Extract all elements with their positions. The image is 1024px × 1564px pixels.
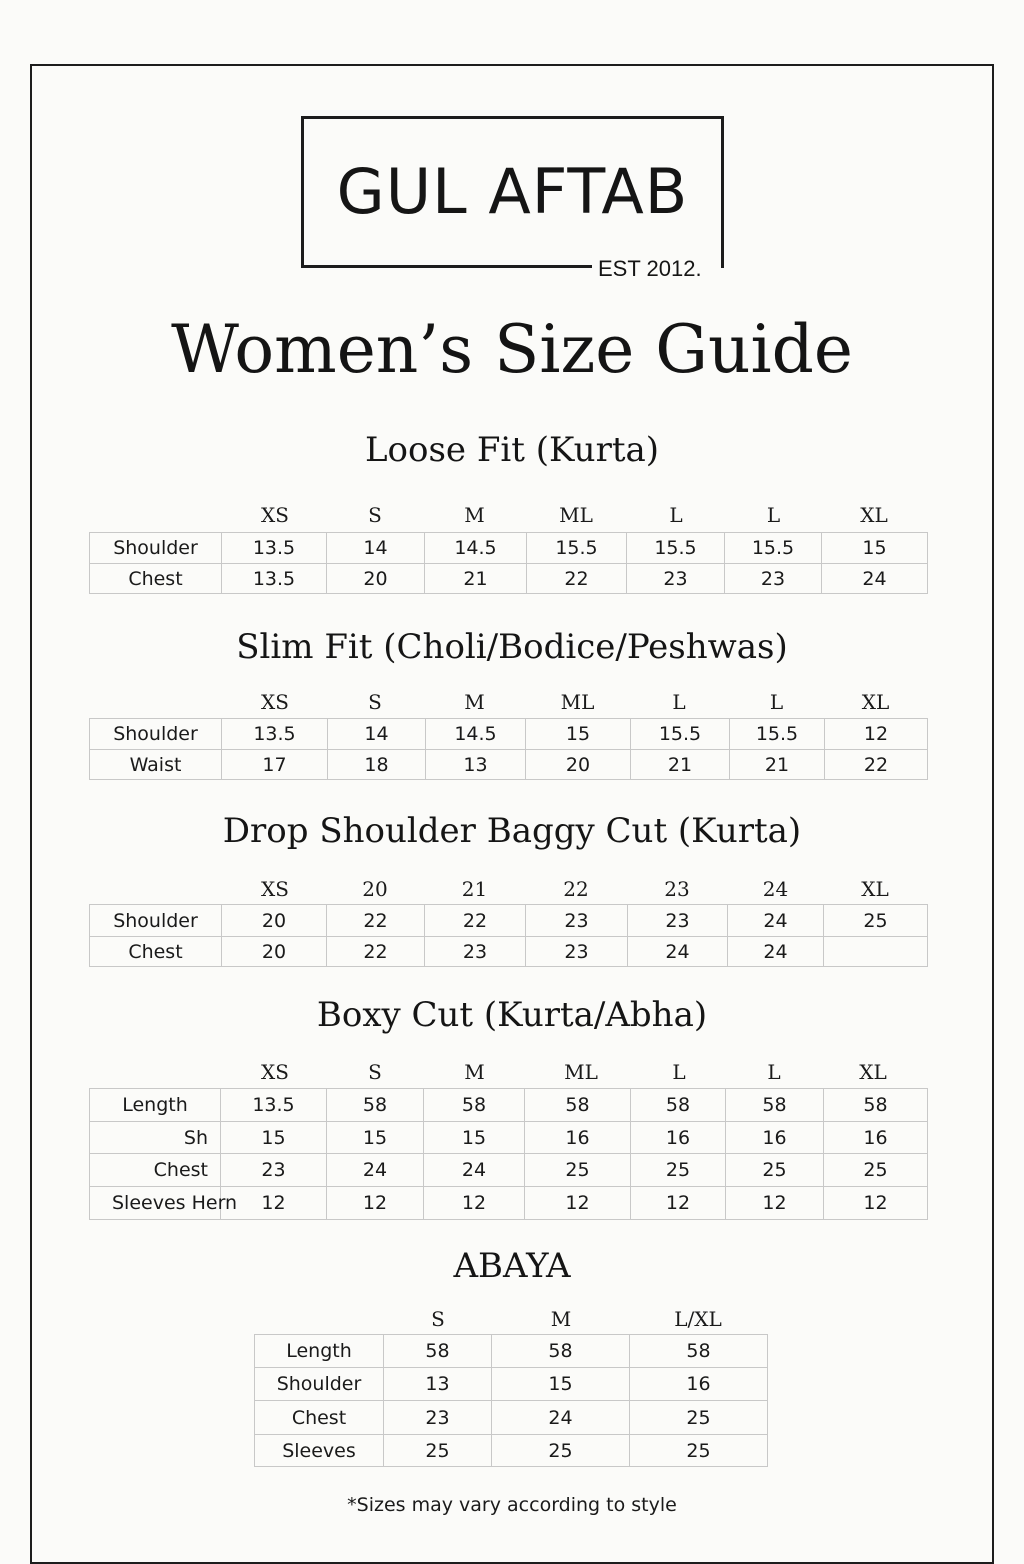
size-label: XS [261,503,289,527]
size-label: M [464,503,485,527]
size-label: 21 [461,877,488,901]
table-cell: 15.5 [631,719,730,750]
table-row [90,564,928,594]
table-cell: 20 [327,564,425,594]
size-label: ML [564,1060,598,1084]
table-cell: 15 [327,1122,424,1154]
table-cell: 20 [222,905,327,937]
table-cell: 12 [424,1187,525,1220]
table-row [255,1368,768,1401]
table-cell: 15 [221,1122,327,1154]
table-cell: 14.5 [425,533,527,564]
table-cell: 58 [384,1335,492,1368]
brand-name: GUL AFTAB [336,155,689,228]
table-boxy-cut [89,1088,928,1220]
table-cell: 25 [631,1154,726,1187]
table-cell: 15 [424,1122,525,1154]
table-cell: 15 [492,1368,630,1401]
row-label: Sleeves [255,1435,384,1467]
row-label: Waist [90,750,222,780]
size-label: 22 [563,877,589,901]
table-cell: 24 [628,937,728,967]
section-title-slim-fit: Slim Fit (Choli/Bodice/Peshwas) [236,627,788,667]
table-cell: 22 [425,905,526,937]
table-cell: 12 [221,1187,327,1220]
table-cell: 12 [327,1187,424,1220]
row-label: Chest [90,564,222,594]
table-cell: 22 [327,937,425,967]
size-label: XS [261,877,289,901]
table-cell: 22 [825,750,928,780]
table-cell: 24 [822,564,928,594]
table-row [90,1154,928,1187]
table-cell: 23 [384,1401,492,1435]
table-cell: 16 [824,1122,928,1154]
size-header-boxy-cut [224,1059,919,1085]
size-header-slim-fit [224,689,926,715]
row-label: Sh [90,1122,221,1154]
table-cell: 23 [221,1154,327,1187]
table-cell: 24 [424,1154,525,1187]
table-row [90,1187,928,1220]
table-cell: 21 [730,750,825,780]
row-label: Sleeves Hern [90,1187,221,1220]
table-cell: 21 [631,750,730,780]
table-cell: 58 [726,1089,824,1122]
size-header-abaya [384,1306,766,1332]
table-cell: 20 [222,937,327,967]
table-row [90,1089,928,1122]
size-label: 20 [362,877,388,901]
size-header-drop-shoulder [224,876,926,902]
size-label: XL [860,503,888,527]
table-cell: 18 [328,750,426,780]
table-cell: 15 [822,533,928,564]
size-label: S [368,503,382,527]
table-cell: 58 [630,1335,768,1368]
table-cell: 23 [725,564,822,594]
table-cell: 25 [824,1154,928,1187]
size-label: S [368,690,382,714]
table-cell: 22 [327,905,425,937]
table-cell: 25 [384,1435,492,1467]
section-title-boxy-cut: Boxy Cut (Kurta/Abha) [316,995,708,1035]
table-cell: 58 [492,1335,630,1368]
table-slim-fit [89,718,928,780]
table-cell: 23 [526,937,628,967]
table-cell: 58 [327,1089,424,1122]
size-label: L [672,1060,686,1084]
section-title-abaya: ABAYA [453,1246,571,1286]
size-header-loose-fit [224,502,926,528]
table-cell: 14 [328,719,426,750]
table-cell: 16 [726,1122,824,1154]
table-cell: 15.5 [527,533,627,564]
table-cell: 12 [726,1187,824,1220]
table-cell: 25 [726,1154,824,1187]
table-cell: 13.5 [222,719,328,750]
row-label: Shoulder [90,533,222,564]
size-label: ML [559,503,593,527]
table-cell: 17 [222,750,328,780]
table-cell: 23 [628,905,728,937]
page-title: Women’s Size Guide [171,311,853,388]
size-label: L [769,690,784,714]
size-label: S [431,1307,445,1331]
table-cell: 24 [492,1401,630,1435]
size-label: XL [861,877,889,901]
table-loose-fit [89,532,928,594]
table-cell: 24 [327,1154,424,1187]
table-cell: 23 [627,564,725,594]
table-cell: 14.5 [426,719,526,750]
size-label: L/XL [674,1307,722,1331]
size-label: XL [861,690,890,714]
table-cell: 16 [631,1122,726,1154]
table-cell: 58 [631,1089,726,1122]
size-label: M [464,1060,485,1084]
table-cell: 12 [824,1187,928,1220]
table-row [90,1122,928,1154]
table-cell: 25 [492,1435,630,1467]
table-cell [824,937,928,967]
row-label: Length [255,1335,384,1368]
table-cell: 16 [525,1122,631,1154]
table-cell: 25 [630,1435,768,1467]
table-cell: 13.5 [221,1089,327,1122]
size-label: L [766,503,781,527]
table-row [90,533,928,564]
size-label: M [550,1307,572,1331]
brand-established: EST 2012. [598,256,702,281]
table-cell: 58 [525,1089,631,1122]
section-title-loose-fit: Loose Fit (Kurta) [364,430,660,470]
table-cell: 22 [527,564,627,594]
table-cell: 13 [384,1368,492,1401]
table-cell: 15.5 [725,533,822,564]
table-cell: 58 [424,1089,525,1122]
table-cell: 13.5 [222,533,327,564]
table-row [90,905,928,937]
table-cell: 25 [525,1154,631,1187]
row-label: Shoulder [90,905,222,937]
size-label: XL [859,1060,887,1084]
table-cell: 16 [630,1368,768,1401]
table-row [90,719,928,750]
size-label: ML [560,690,595,714]
size-label: M [464,690,485,714]
table-cell: 24 [728,905,824,937]
table-cell: 15 [526,719,631,750]
table-drop-shoulder [89,904,928,967]
size-label: 24 [762,877,789,901]
table-cell: 23 [526,905,628,937]
size-label: L [672,690,686,714]
table-cell: 12 [525,1187,631,1220]
table-cell: 13 [426,750,526,780]
size-label: 23 [664,877,690,901]
size-label: XS [261,1060,289,1084]
table-cell: 20 [526,750,631,780]
table-cell: 12 [631,1187,726,1220]
row-label: Shoulder [255,1368,384,1401]
table-row [255,1401,768,1435]
row-label: Chest [255,1401,384,1435]
table-abaya [254,1334,768,1467]
table-row [255,1335,768,1368]
table-cell: 15.5 [627,533,725,564]
table-cell: 58 [824,1089,928,1122]
table-cell: 14 [327,533,425,564]
brand-logo-underline [301,265,592,268]
table-row [90,750,928,780]
size-label: L [767,1060,781,1084]
table-cell: 25 [824,905,928,937]
table-cell: 21 [425,564,527,594]
table-cell: 12 [825,719,928,750]
row-label: Chest [90,1154,221,1187]
table-cell: 25 [630,1401,768,1435]
table-cell: 23 [425,937,526,967]
section-title-drop-shoulder: Drop Shoulder Baggy Cut (Kurta) [222,811,802,851]
table-cell: 15.5 [730,719,825,750]
table-row [255,1435,768,1467]
size-label: L [669,503,683,527]
table-cell: 24 [728,937,824,967]
row-label: Shoulder [90,719,222,750]
size-label: S [368,1060,382,1084]
row-label: Chest [90,937,222,967]
table-row [90,937,928,967]
table-cell: 13.5 [222,564,327,594]
row-label: Length [90,1089,221,1122]
size-label: XS [261,690,289,714]
footnote: *Sizes may vary according to style [347,1494,677,1516]
